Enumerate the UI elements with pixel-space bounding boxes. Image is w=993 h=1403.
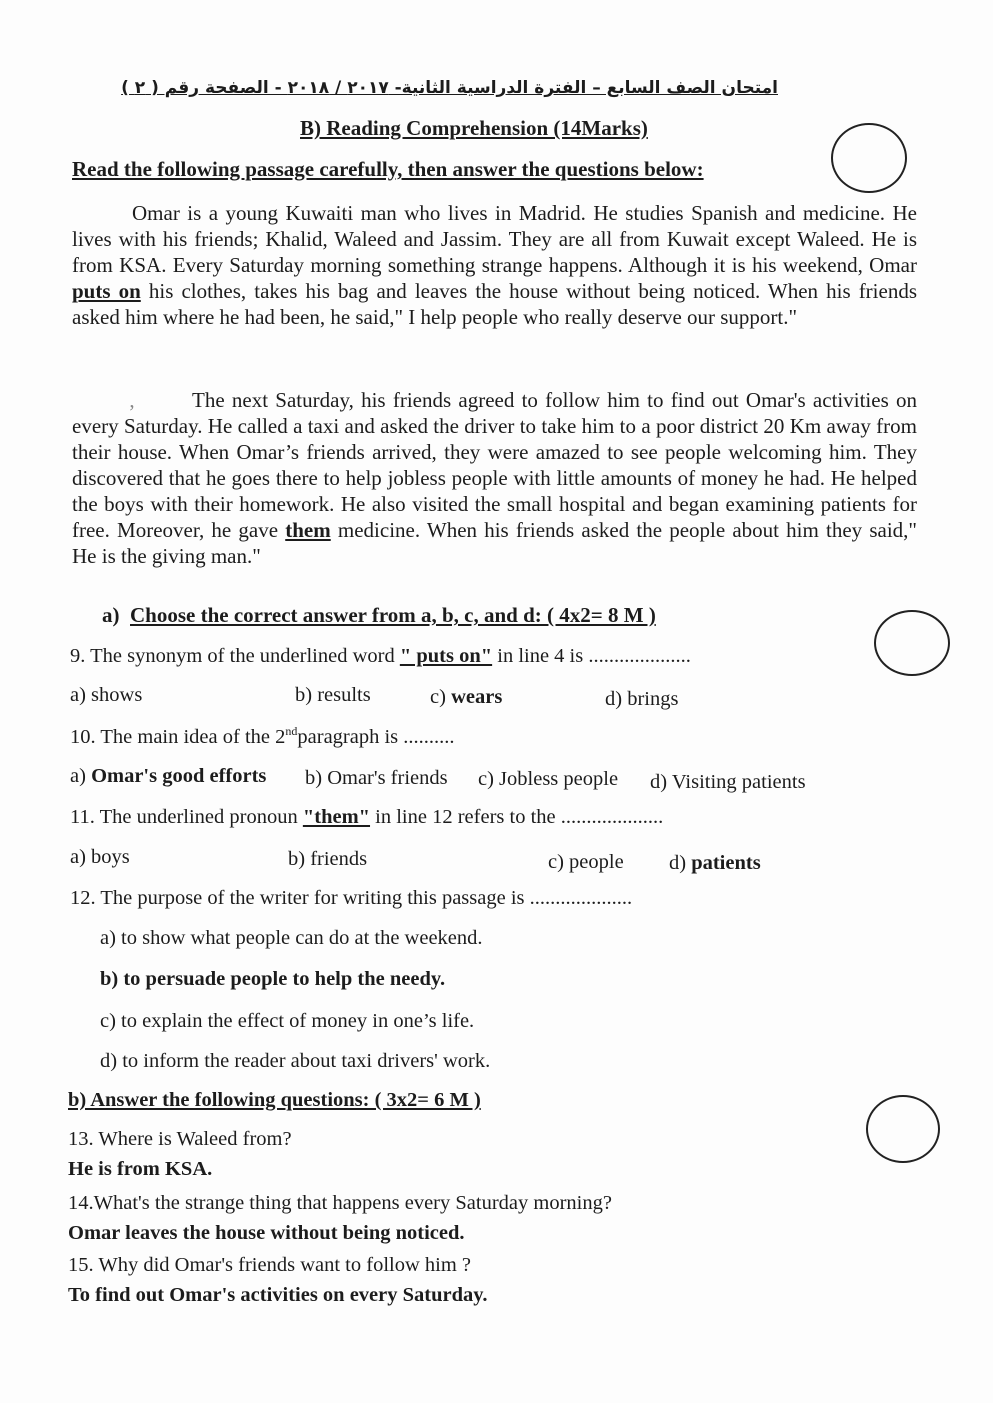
q12-option-d[interactable]: d) to inform the reader about taxi drivers' work.	[100, 1050, 491, 1072]
instructions: Read the following passage carefully, then answer the questions below:	[72, 157, 704, 181]
underlined-word-them: them	[285, 518, 331, 542]
exam-header: امتحان الصف السابع – الفترة الدراسية الثانية- ٢٠١٧ / ٢٠١٨ - الصفحة رقم ( ٢ )	[121, 78, 778, 98]
q9-suffix: in line 4 is ....................	[497, 645, 691, 667]
q9-option-c-text: wears	[451, 686, 503, 708]
part-a-heading	[102, 603, 656, 628]
passage-p1-text-b: his clothes, takes his bag and leaves the house without being noticed. When his friends asked him where he had been, he said," I help people who really deserve our support."	[72, 279, 918, 329]
score-circle-section	[831, 123, 907, 193]
q11-option-a[interactable]: a) boys	[70, 846, 130, 868]
q11-underlined-word: "them"	[302, 806, 371, 828]
passage-p2-text-b: medicine. When his friends asked the people about him they said," He is the giving man."	[72, 518, 917, 568]
question-13: 13. Where is Waleed from?	[68, 1128, 292, 1150]
q11-option-d[interactable]: d) patients	[669, 852, 761, 874]
part-a-title: Choose the correct answer from a, b, c, and d: ( 4x2= 8 M )	[130, 603, 656, 627]
part-b-title: b) Answer the following questions: ( 3x2= 6 M )	[68, 1089, 481, 1111]
q11-option-c[interactable]: c) people	[548, 851, 624, 873]
question-10	[70, 724, 455, 749]
q9-prefix: 9. The synonym of the underlined word	[70, 645, 395, 667]
q12-option-b[interactable]: b) to persuade people to help the needy.	[100, 968, 446, 990]
answer-14[interactable]: Omar leaves the house without being noticed.	[68, 1222, 465, 1244]
question-12: 12. The purpose of the writer for writing this passage is ....................	[70, 887, 633, 909]
q12-option-c[interactable]: c) to explain the effect of money in one’s life.	[100, 1010, 475, 1032]
passage-p1-text-a: Omar is a young Kuwaiti man who lives in Madrid. He studies Spanish and medicine. He lives with his friends; Khalid, Waleed and Jassim. They are all from Kuwait except Waleed. He is from KSA. Every Saturday morning something strange happens. Although it is his weekend, Omar	[72, 201, 917, 277]
question-9	[70, 645, 691, 668]
q10-sup: nd	[285, 724, 298, 738]
q10-prefix: 10. The main idea of the 2	[70, 725, 286, 748]
q10-option-b[interactable]: b) Omar's friends	[305, 767, 448, 789]
stray-mark: ,	[129, 388, 135, 412]
q10-suffix: paragraph is ..........	[297, 725, 455, 748]
q10-option-a-text: Omar's good efforts	[91, 765, 267, 787]
q10-option-d[interactable]: d) Visiting patients	[650, 771, 806, 793]
q10-option-a[interactable]: a) Omar's good efforts	[70, 765, 267, 787]
q9-option-c[interactable]: c) wears	[430, 686, 503, 708]
answer-15[interactable]: To find out Omar's activities on every Saturday.	[68, 1284, 488, 1306]
q11-option-d-text: patients	[691, 852, 761, 874]
q12-option-a[interactable]: a) to show what people can do at the weekend.	[100, 927, 483, 949]
passage-paragraph-1	[72, 200, 917, 330]
q11-option-b[interactable]: b) friends	[288, 848, 368, 870]
question-15: 15. Why did Omar's friends want to follow him ?	[68, 1254, 472, 1276]
question-11	[70, 806, 663, 829]
question-14: 14.What's the strange thing that happens every Saturday morning?	[68, 1192, 612, 1214]
q9-underlined-word: " puts on"	[399, 645, 493, 667]
q9-option-d[interactable]: d) brings	[605, 688, 679, 710]
q11-suffix: in line 12 refers to the ....................	[375, 806, 664, 828]
passage-paragraph-2	[72, 387, 917, 569]
q9-option-b[interactable]: b) results	[295, 684, 371, 706]
q11-prefix: 11. The underlined pronoun	[70, 806, 298, 828]
section-title: B) Reading Comprehension (14Marks)	[300, 116, 648, 140]
score-circle-part-a	[874, 610, 950, 676]
underlined-phrase-puts-on: puts on	[72, 279, 141, 303]
q9-option-a[interactable]: a) shows	[70, 684, 143, 706]
score-circle-part-b	[866, 1095, 940, 1163]
passage-p2-text-a: The next Saturday, his friends agreed to follow him to find out Omar's activities on every Saturday. He called a taxi and asked the driver to take him to a poor district 20 Km away from their house. When Omar’s friends arrived, they were amazed to see people welcoming him. They discovered that he goes there to help jobless people with little amounts of money he had. He helped the boys with their homework. He also visited the small hospital and began examining patients for free. Moreover, he gave	[72, 388, 917, 542]
answer-13[interactable]: He is from KSA.	[68, 1158, 213, 1180]
q10-option-c[interactable]: c) Jobless people	[478, 768, 619, 790]
part-a-label: a)	[102, 603, 120, 627]
